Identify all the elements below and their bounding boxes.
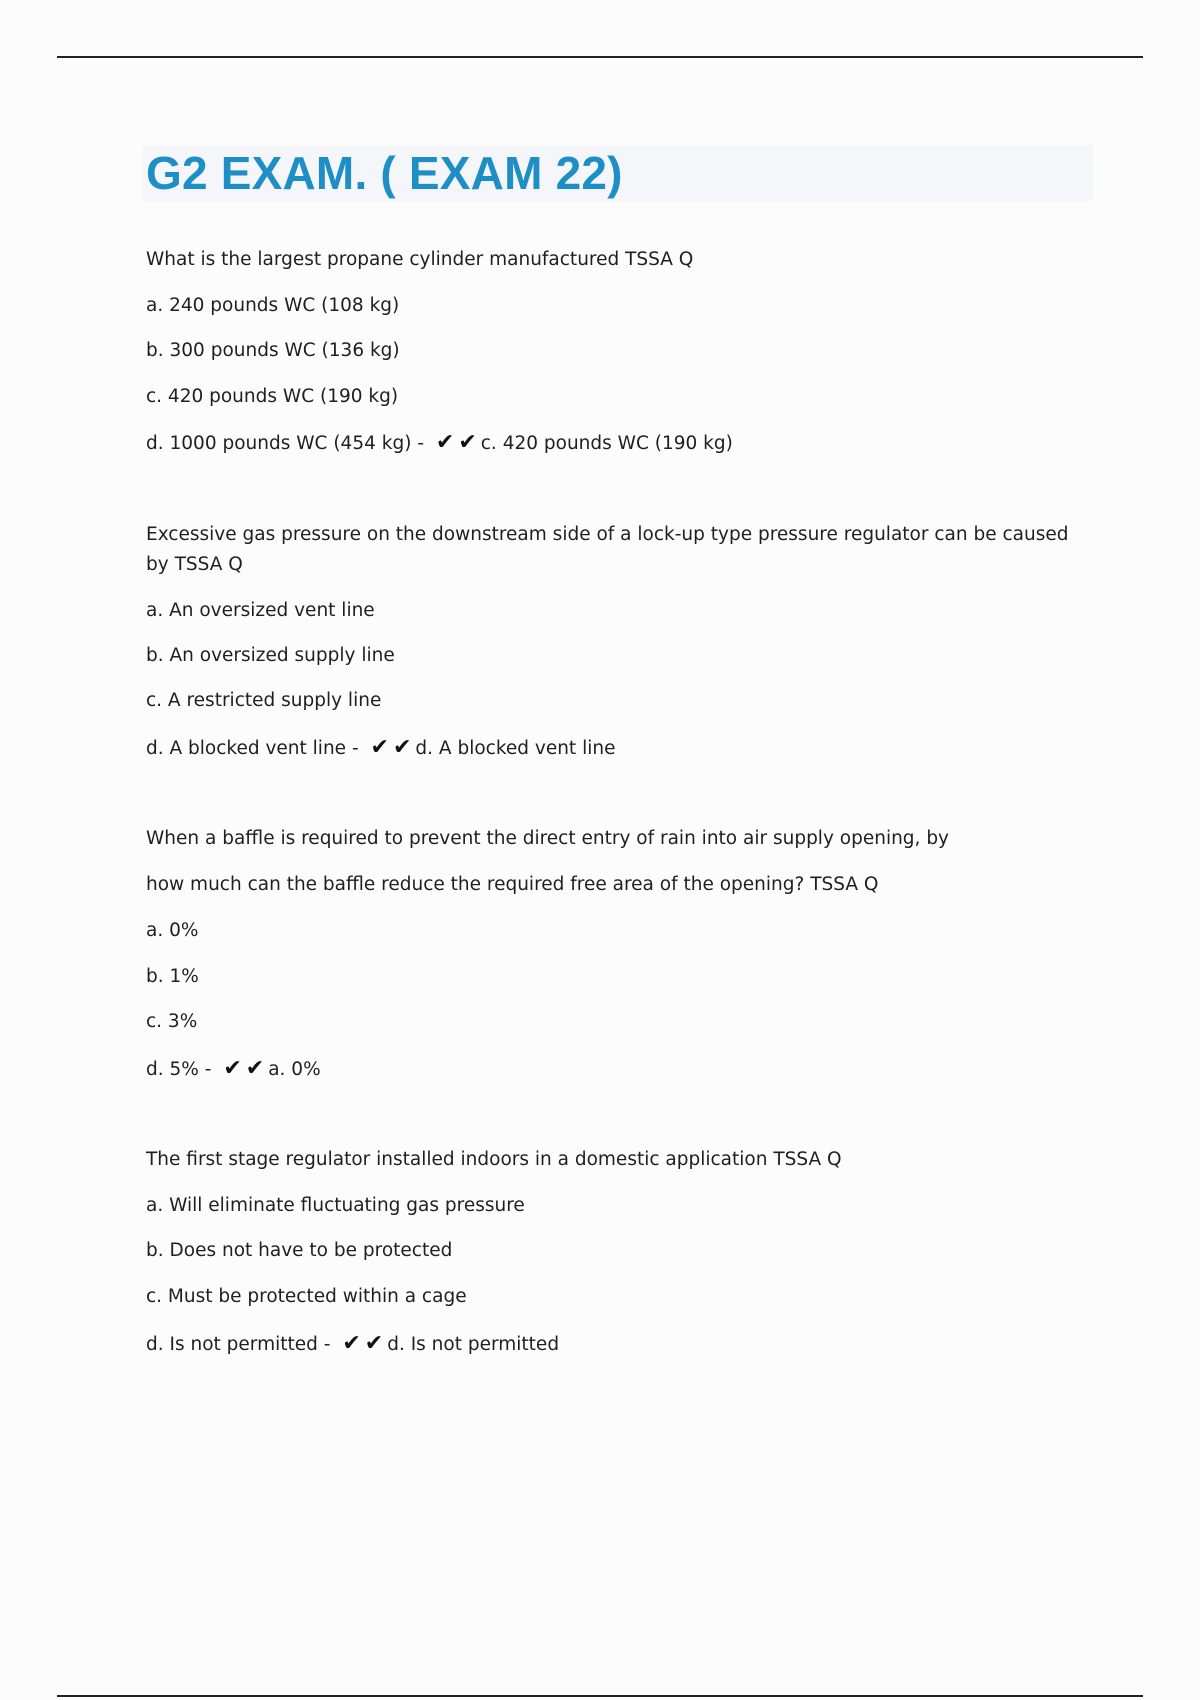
question-2-option-c: c. A restricted supply line xyxy=(146,690,382,711)
answer-separator: - xyxy=(351,738,359,759)
question-4-answer: d. Is not permitted xyxy=(387,1334,560,1355)
top-rule xyxy=(57,56,1143,58)
check-icon: ✔ xyxy=(392,735,412,760)
check-icon: ✔ xyxy=(245,1056,265,1081)
question-2-option-b: b. An oversized supply line xyxy=(146,645,395,666)
bottom-rule xyxy=(57,1695,1143,1697)
check-icon: ✔ xyxy=(458,430,477,455)
question-1-option-a: a. 240 pounds WC (108 kg) xyxy=(146,295,400,316)
question-3-answer: a. 0% xyxy=(268,1059,321,1080)
question-1-prompt: What is the largest propane cylinder manufactured TSSA Q xyxy=(146,249,694,270)
question-2-option-d: d. A blocked vent line xyxy=(146,738,347,759)
page-title: G2 EXAM. ( EXAM 22) xyxy=(146,147,623,199)
question-3-option-c: c. 3% xyxy=(146,1011,198,1032)
answer-separator: - xyxy=(417,433,424,454)
answer-separator: - xyxy=(323,1334,331,1355)
question-3-option-b: b. 1% xyxy=(146,966,199,987)
question-4-option-b: b. Does not have to be protected xyxy=(146,1240,453,1261)
question-1-option-c: c. 420 pounds WC (190 kg) xyxy=(146,386,399,407)
question-3-prompt-line1: When a baffle is required to prevent the direct entry of rain into air supply opening, by xyxy=(146,828,950,849)
question-2-prompt: Excessive gas pressure on the downstream side of a lock-up type pressure regulator can be caused by TSSA Q xyxy=(146,524,1069,575)
question-3-prompt-line2: how much can the baffle reduce the required free area of the opening? TSSA Q xyxy=(146,874,879,895)
question-2-answer: d. A blocked vent line xyxy=(415,738,616,759)
question-4-option-a: a. Will eliminate fluctuating gas pressure xyxy=(146,1195,525,1216)
question-4-option-d: d. Is not permitted xyxy=(146,1334,318,1355)
question-3-option-d-row xyxy=(146,1056,321,1083)
question-4-prompt: The first stage regulator installed indoors in a domestic application TSSA Q xyxy=(146,1149,842,1170)
question-3-option-d: d. 5% xyxy=(146,1059,199,1080)
question-4-option-d-row xyxy=(146,1331,559,1358)
check-icon: ✔ xyxy=(370,735,389,760)
answer-separator: - xyxy=(204,1059,212,1080)
question-2-option-a: a. An oversized vent line xyxy=(146,600,375,621)
question-1-option-b: b. 300 pounds WC (136 kg) xyxy=(146,340,400,361)
question-1-option-d-row xyxy=(146,430,733,457)
question-1-option-d: d. 1000 pounds WC (454 kg) xyxy=(146,433,412,454)
question-1-answer: c. 420 pounds WC (190 kg) xyxy=(480,433,733,454)
question-4-option-c: c. Must be protected within a cage xyxy=(146,1286,467,1307)
check-icon: ✔ xyxy=(435,430,455,455)
question-2-option-d-row xyxy=(146,735,615,762)
question-3-option-a: a. 0% xyxy=(146,920,199,941)
check-icon: ✔ xyxy=(223,1056,242,1081)
check-icon: ✔ xyxy=(364,1331,384,1356)
check-icon: ✔ xyxy=(342,1331,361,1356)
